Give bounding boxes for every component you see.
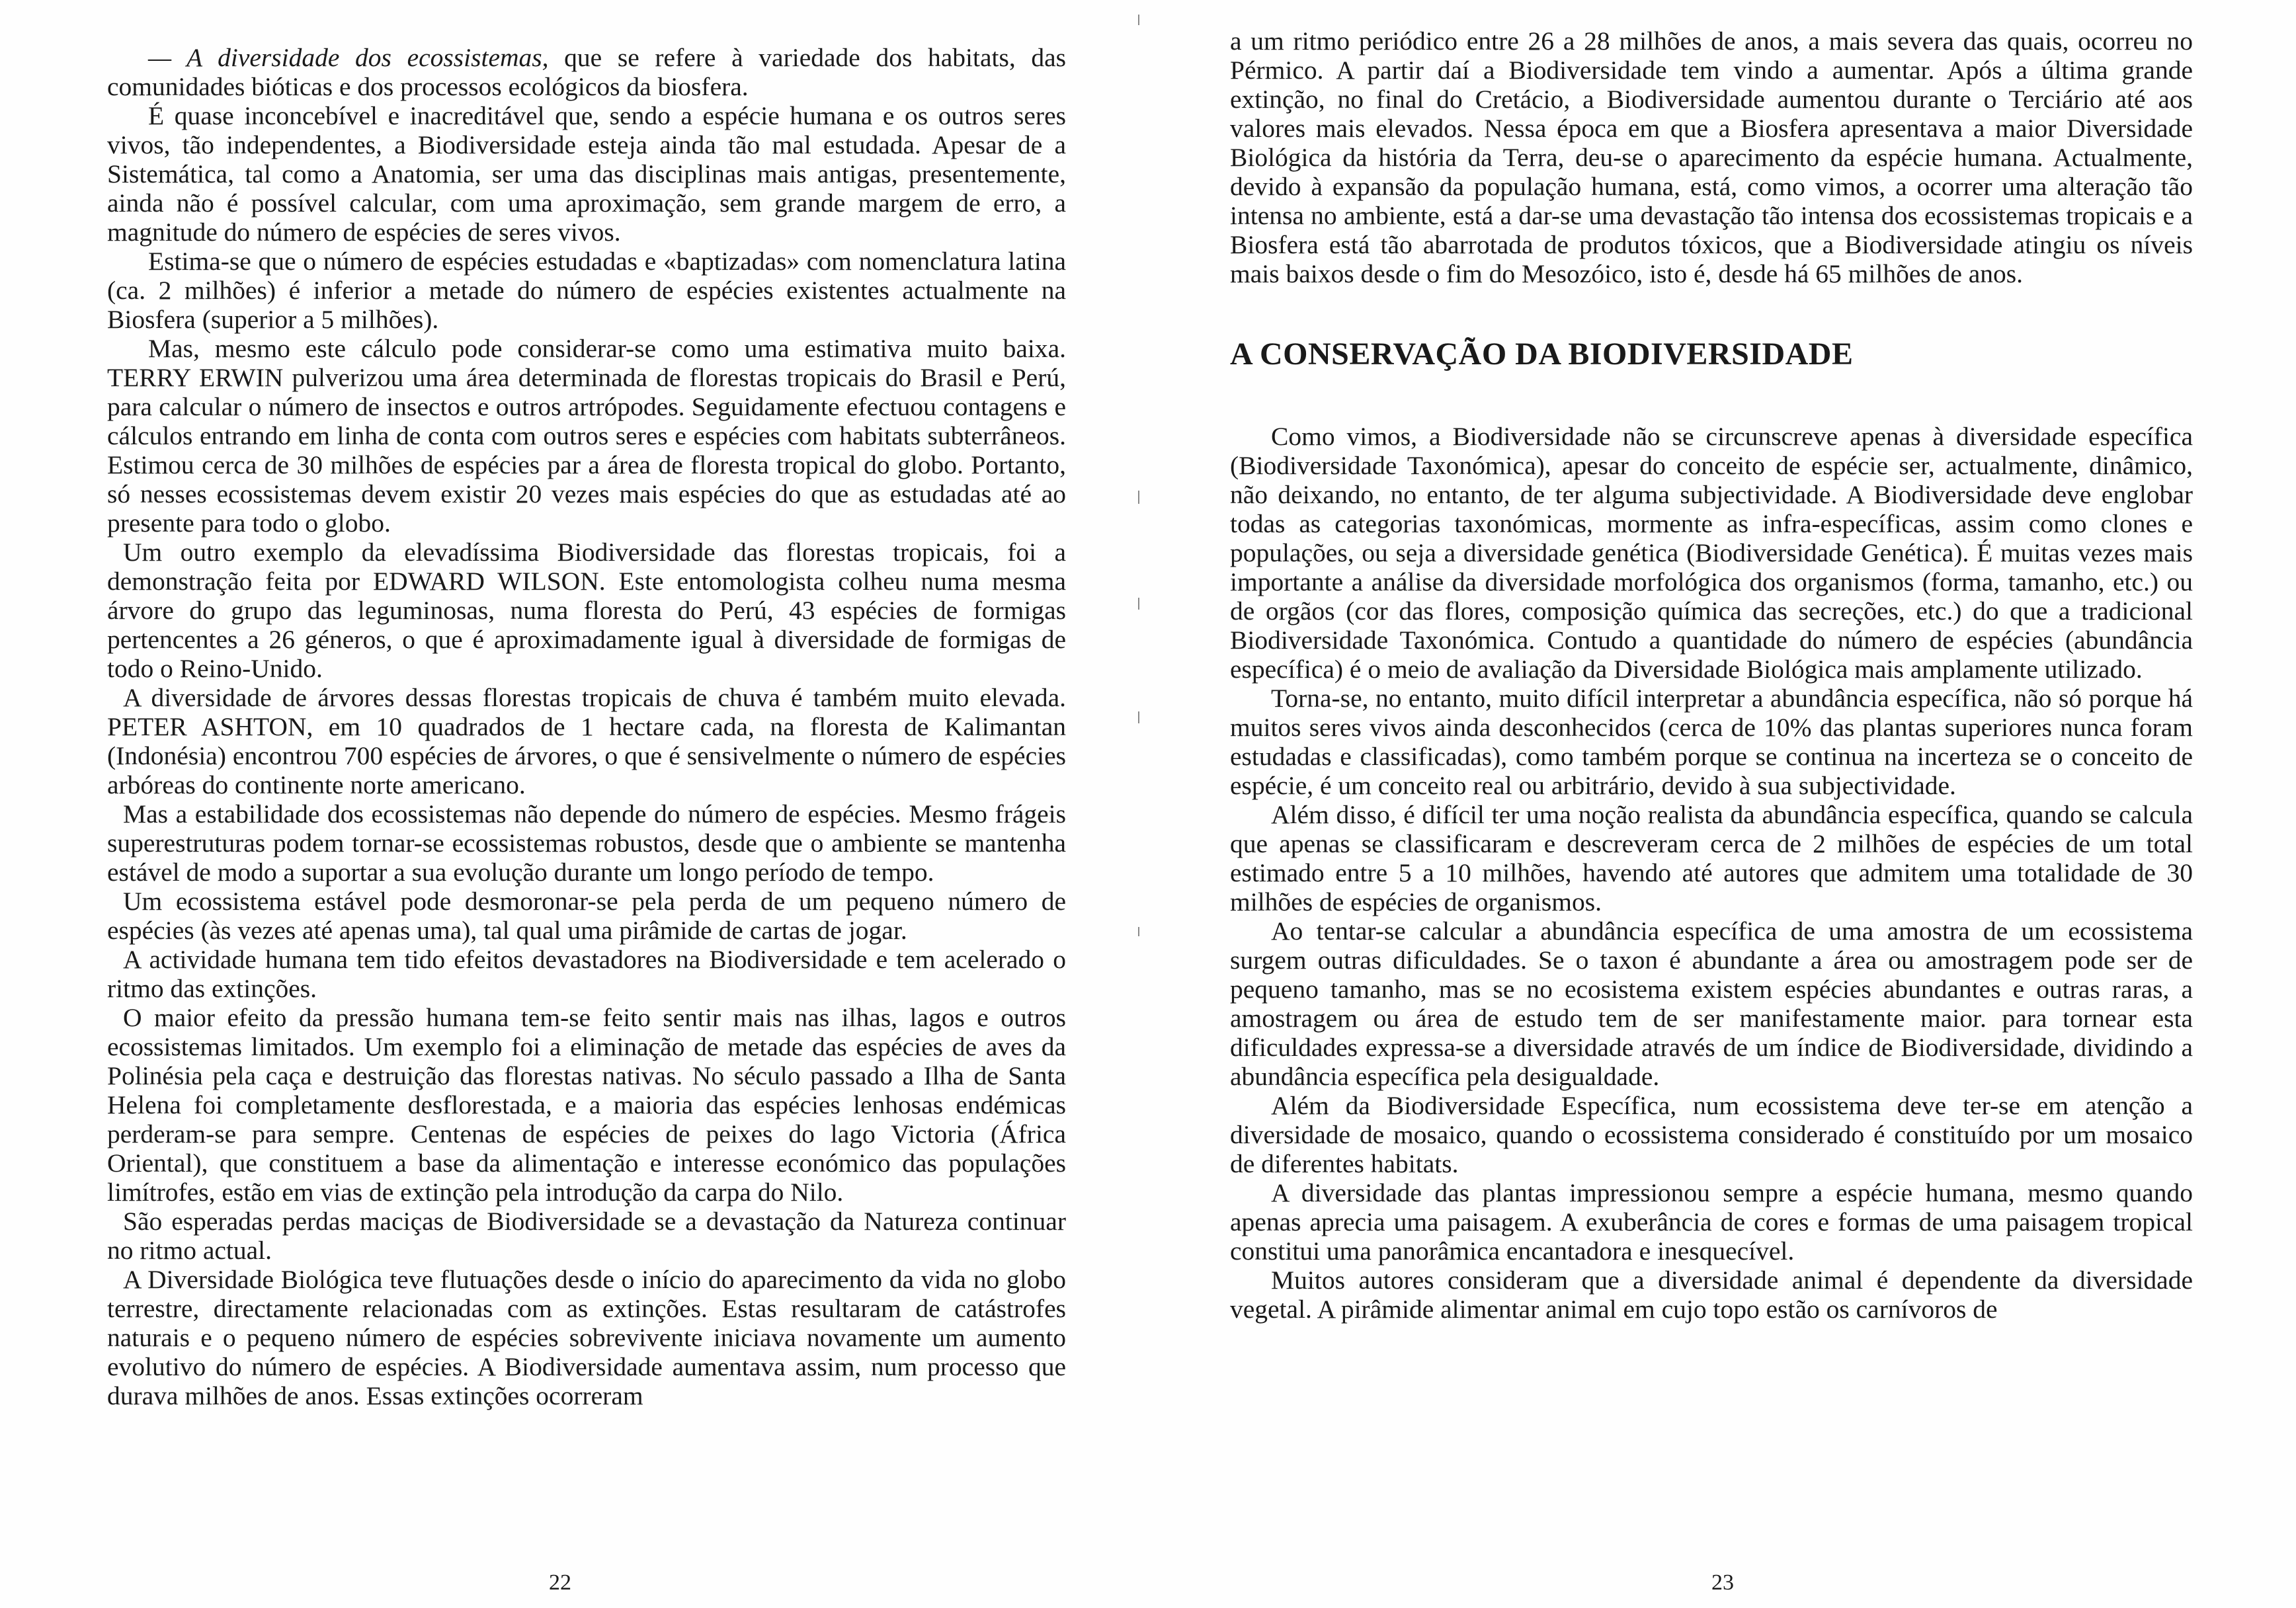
paragraph: Estima-se que o número de espécies estudadas e «baptizadas» com nomenclatura latina (ca. 2 milhões) é inferior a metade do número de espécies existentes actualmente na Biosfera (superior a 5 milhões). bbox=[107, 247, 1066, 334]
paragraph: A actividade humana tem tido efeitos devastadores na Biodiversidade e tem acelerado o ritmo das extinções. bbox=[107, 945, 1066, 1003]
paragraph: A diversidade de árvores dessas florestas tropicais de chuva é também muito elevada. PETER ASHTON, em 10 quadrados de 1 hectare cada, na floresta de Kalimantan (Indonésia) encontrou 700 espécies de árvores, o que é sensivelmente o número de espécies arbóreas do continente norte americano. bbox=[107, 683, 1066, 799]
paragraph: São esperadas perdas maciças de Biodiversidade se a devastação da Natureza continuar no ritmo actual. bbox=[107, 1207, 1066, 1265]
italic-lead: — A diversidade dos ecossistemas, bbox=[148, 43, 549, 72]
paragraph: Um outro exemplo da elevadíssima Biodiversidade das florestas tropicais, foi a demonstração feita por EDWARD WILSON. Este entomologista colheu numa mesma árvore do grupo das leguminosas, numa floresta do Perú, 43 espécies de formigas pertencentes a 26 géneros, o que é aproximadamente igual à diversidade de formigas de todo o Reino-Unido. bbox=[107, 538, 1066, 683]
paragraph: Mas a estabilidade dos ecossistemas não depende do número de espécies. Mesmo frágeis superestruturas podem tornar-se ecossistemas robustos, desde que o ambiente se mantenha estável de modo a suportar a sua evolução durante um longo período de tempo. bbox=[107, 799, 1066, 887]
left-page-body bbox=[107, 43, 1066, 1410]
right-page bbox=[1148, 0, 2296, 1608]
paragraph: Torna-se, no entanto, muito difícil interpretar a abundância específica, não só porque há muitos seres vivos ainda desconhecidos (cerca de 10% das plantas superiores nunca foram estudadas e classificadas), como também porque se continua na incerteza se o conceito de espécie, é um conceito real ou arbitrário, devido à sua subjectividade. bbox=[1230, 684, 2193, 800]
gutter-mark bbox=[1138, 15, 1139, 25]
right-page-body bbox=[1230, 26, 2193, 1324]
page-number: 22 bbox=[549, 1570, 571, 1595]
paragraph: A Diversidade Biológica teve flutuações desde o início do aparecimento da vida no globo terrestre, directamente relacionadas com as extinções. Estas resultaram de catástrofes naturais e o pequeno número de espécies sobrevivente iniciava novamente um aumento evolutivo do número de espécies. A Biodiversidade aumentava assim, num processo que durava milhões de anos. Essas extinções ocorreram bbox=[107, 1265, 1066, 1410]
paragraph-text: que se refere à variedade dos habitats, das comunidades bióticas e dos processos ecológicos da biosfera. bbox=[107, 43, 1066, 101]
page-number: 23 bbox=[1711, 1570, 1734, 1595]
paragraph: Como vimos, a Biodiversidade não se circunscreve apenas à diversidade específica (Biodiversidade Taxonómica), apesar do conceito de espécie ser, actualmente, dinâmico, não deixando, no entanto, de ter alguma subjectividade. A Biodiversidade deve englobar todas as categorias taxonómicas, mormente as infra-específicas, assim como clones e populações, ou seja a diversidade genética (Biodiversidade Genética). É muitas vezes mais importante a análise da diversidade morfológica dos organismos (forma, tamanho, etc.) ou de orgãos (cor das flores, composição química das secreções, etc.) do que a tradicional Biodiversidade Taxonómica. Contudo a quantidade do número de espécies (abundância específica) é o meio de avaliação da Diversidade Biológica mais amplamente utilizado. bbox=[1230, 422, 2193, 684]
continued-paragraph: a um ritmo periódico entre 26 a 28 milhões de anos, a mais severa das quais, ocorreu no Pérmico. A partir daí a Biodiversidade tem vindo a aumentar. Após a última grande extinção, no final do Cretácio, a Biodiversidade aumentou durante o Terciário até aos valores mais elevados. Nessa época em que a Biosfera apresentava a maior Diversidade Biológica da história da Terra, deu-se o aparecimento da espécie humana. Actualmente, devido à expansão da população humana, está, como vimos, a ocorrer uma alteração tão intensa no ambiente, está a dar-se uma devastação tão intensa dos ecossistemas tropicais e a Biosfera está tão abarrotada de produtos tóxicos, que a Biodiversidade atingiu os níveis mais baixos desde o fim do Mesozóico, isto é, desde há 65 milhões de anos. bbox=[1230, 26, 2193, 288]
paragraph: Além da Biodiversidade Específica, num ecossistema deve ter-se em atenção a diversidade de mosaico, quando o ecossistema considerado é constituído por um mosaico de diferentes habitats. bbox=[1230, 1091, 2193, 1178]
gutter-mark bbox=[1138, 491, 1139, 504]
paragraph: É quase inconcebível e inacreditável que, sendo a espécie humana e os outros seres vivos, tão independentes, a Biodiversidade esteja ainda tão mal estudada. Apesar de a Sistemática, tal como a Anatomia, ser uma das disciplinas mais antigas, presentemente, ainda não é possível calcular, com uma aproximação, sem grande margem de erro, a magnitude do número de espécies de seres vivos. bbox=[107, 101, 1066, 247]
paragraph: O maior efeito da pressão humana tem-se feito sentir mais nas ilhas, lagos e outros ecossistemas limitados. Um exemplo foi a eliminação de metade das espécies de aves da Polinésia pela caça e destruição das florestas nativas. No século passado a Ilha de Santa Helena foi completamente desflorestada, e a maioria das espécies lenhosas endémicas perderam-se para sempre. Centenas de espécies de peixes do lago Victoria (África Oriental), que constituem a base da alimentação e interesse económico das populações limítrofes, estão em vias de extinção pela introdução da carpa do Nilo. bbox=[107, 1003, 1066, 1207]
section-heading: A CONSERVAÇÃO DA BIODIVERSIDADE bbox=[1230, 337, 1854, 372]
paragraph-ecosystem-diversity bbox=[107, 43, 1066, 101]
gutter-mark bbox=[1138, 598, 1139, 610]
gutter-mark bbox=[1138, 927, 1139, 936]
gutter-mark bbox=[1138, 711, 1139, 723]
paragraph: Mas, mesmo este cálculo pode considerar-se como uma estimativa muito baixa. TERRY ERWIN pulverizou uma área determinada de florestas tropicais do Brasil e Perú, para calcular o número de insectos e outros artrópodes. Seguidamente efectuou contagens e cálculos entrando em linha de conta com outros seres e espécies com habitats subterrâneos. Estimou cerca de 30 milhões de espécies par a área de floresta tropical do globo. Portanto, só nesses ecossistemas devem existir 20 vezes mais espécies do que as estudadas até ao presente para todo o globo. bbox=[107, 334, 1066, 538]
paragraph: A diversidade das plantas impressionou sempre a espécie humana, mesmo quando apenas aprecia uma paisagem. A exuberância de cores e formas de uma paisagem tropical constitui uma panorâmica encantadora e inesquecível. bbox=[1230, 1178, 2193, 1266]
paragraph: Ao tentar-se calcular a abundância específica de uma amostra de um ecossistema surgem outras dificuldades. Se o taxon é abundante a área ou amostragem pode ser de pequeno tamanho, mas se no ecosistema existem espécies abundantes e outras raras, a amostragem ou área de estudo tem de ser manifestamente maior. para tornear esta dificuldades expressa-se a diversidade através de um índice de Biodiversidade, dividindo a abundância específica pela desigualdade. bbox=[1230, 916, 2193, 1091]
paragraph: Além disso, é difícil ter uma noção realista da abundância específica, quando se calcula que apenas se classificaram e descreveram cerca de 2 milhões de espécies de um total estimado entre 5 a 10 milhões, havendo até autores que admitem uma totalidade de 30 milhões de espécies de organismos. bbox=[1230, 800, 2193, 916]
paragraph: Muitos autores consideram que a diversidade animal é dependente da diversidade vegetal. A pirâmide alimentar animal em cujo topo estão os carnívoros de bbox=[1230, 1266, 2193, 1324]
paragraph: Um ecossistema estável pode desmoronar-se pela perda de um pequeno número de espécies (às vezes até apenas uma), tal qual uma pirâmide de cartas de jogar. bbox=[107, 887, 1066, 945]
